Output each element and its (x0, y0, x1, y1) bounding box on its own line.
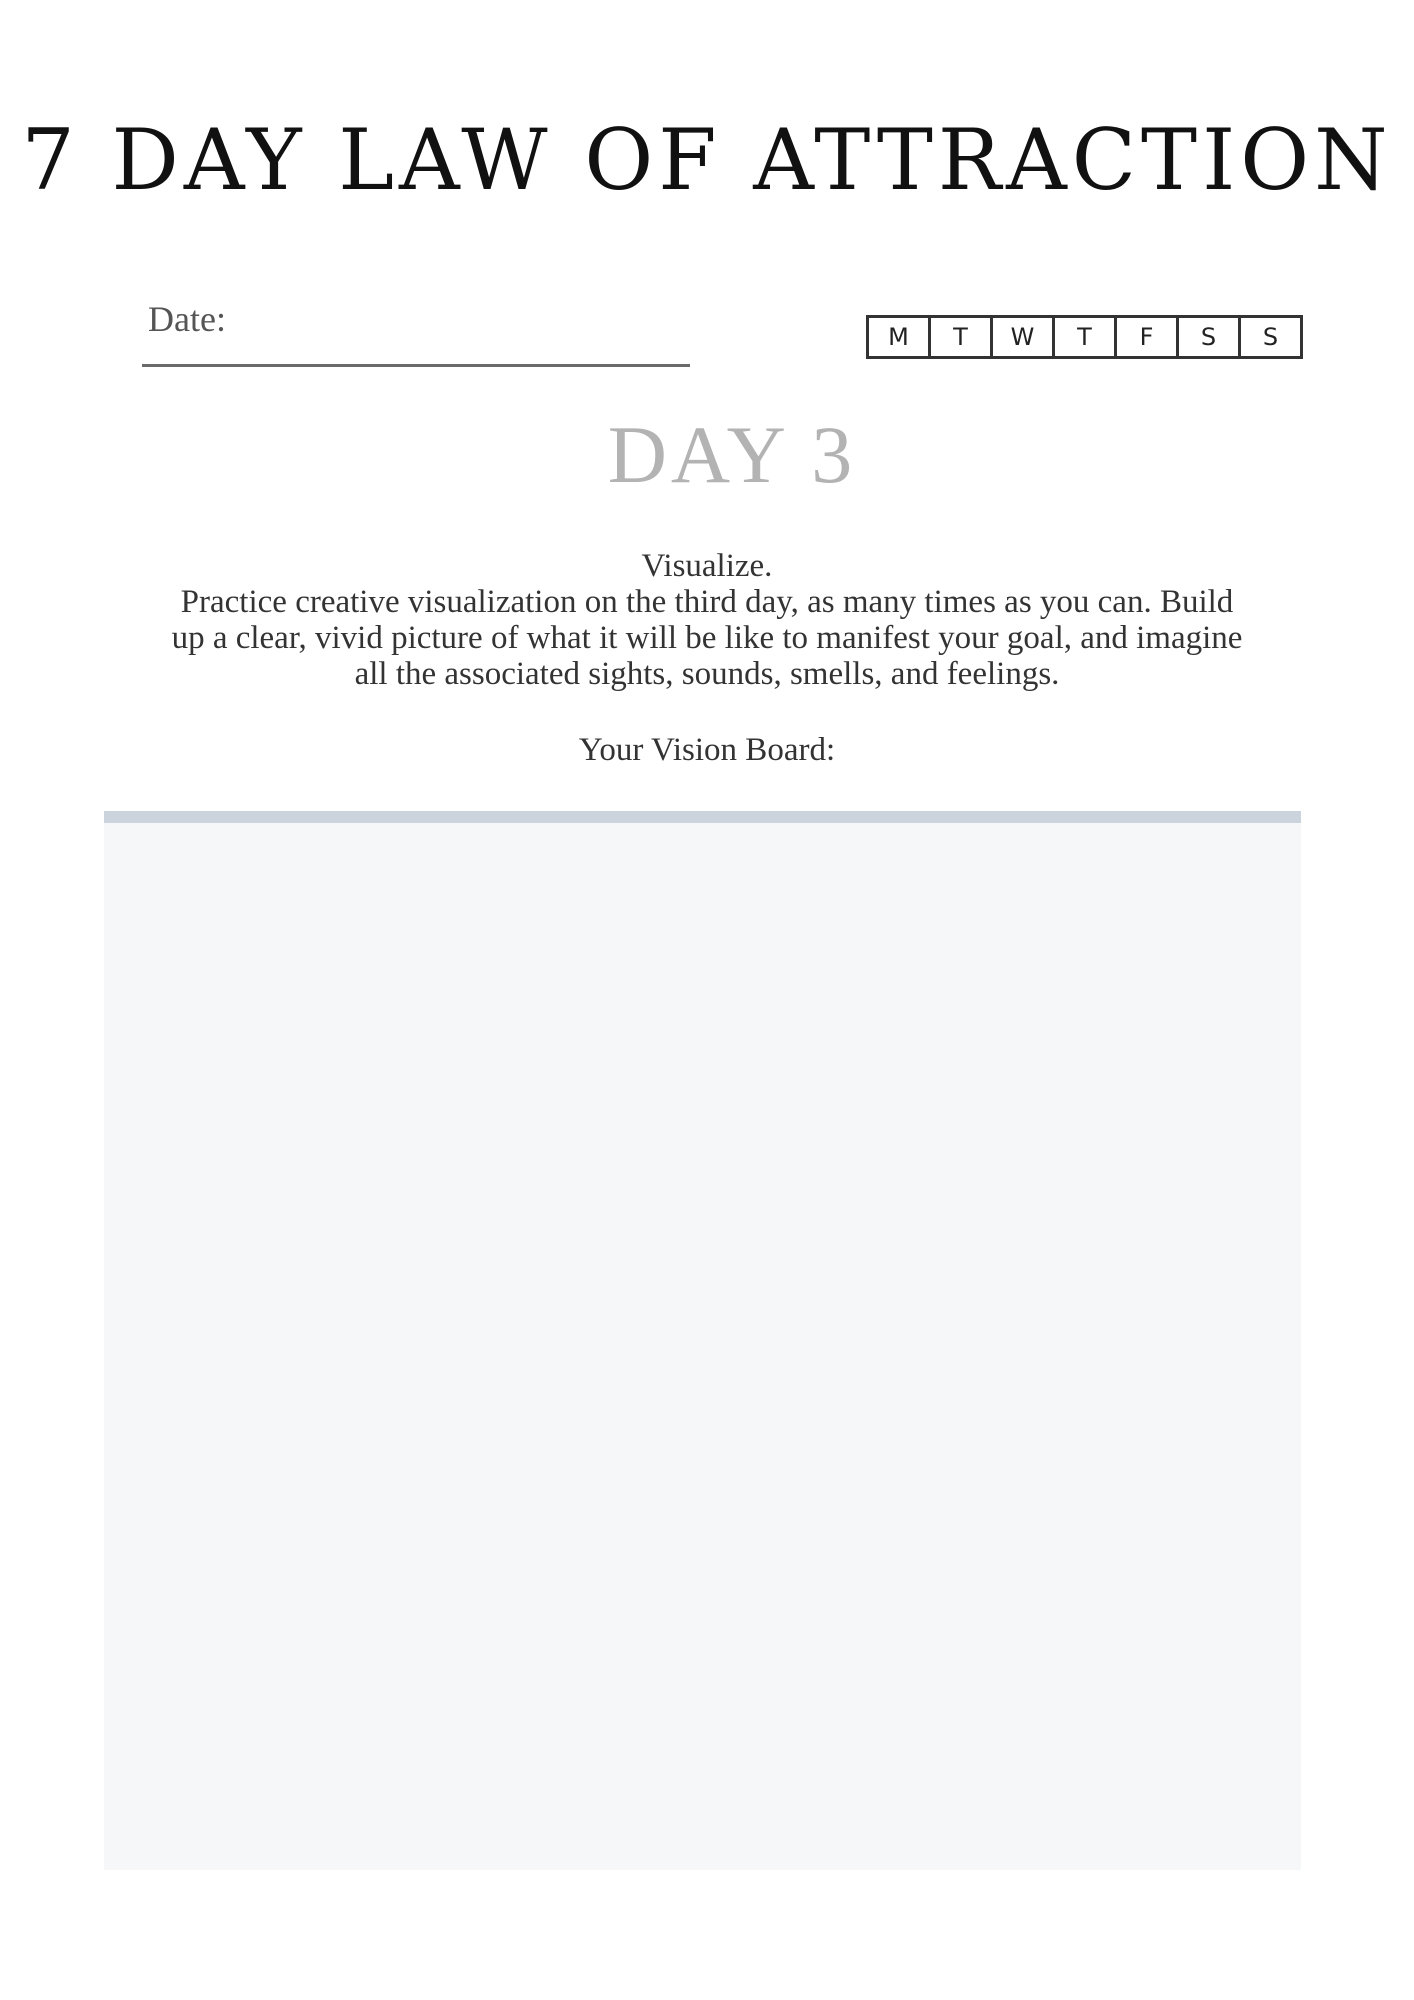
weekday-saturday[interactable]: S (1179, 318, 1241, 356)
date-label: Date: (148, 299, 226, 339)
vision-board-label: Your Vision Board: (578, 732, 836, 768)
vision-board-top-bar (104, 811, 1301, 823)
date-input-line[interactable] (142, 364, 690, 367)
instruction-line: Practice creative visualization on the third day, as many times as you can. Build (180, 584, 1234, 620)
instruction-line: all the associated sights, sounds, smells, and feelings. (354, 656, 1060, 692)
day-heading: DAY 3 (607, 409, 857, 500)
weekday-tuesday[interactable]: T (931, 318, 993, 356)
weekday-wednesday[interactable]: W (993, 318, 1055, 356)
instruction-text (110, 548, 1304, 692)
page-title: 7 DAY LAW OF ATTRACTION (21, 111, 1393, 209)
weekday-selector (866, 315, 1303, 359)
vision-board-area[interactable] (104, 823, 1301, 1870)
weekday-monday[interactable]: M (869, 318, 931, 356)
instruction-line: up a clear, vivid picture of what it will be like to manifest your goal, and imagine (171, 620, 1243, 656)
weekday-sunday[interactable]: S (1262, 323, 1279, 351)
weekday-thursday[interactable]: T (1055, 318, 1117, 356)
instruction-heading: Visualize. (641, 548, 773, 584)
weekday-friday[interactable]: F (1117, 318, 1179, 356)
